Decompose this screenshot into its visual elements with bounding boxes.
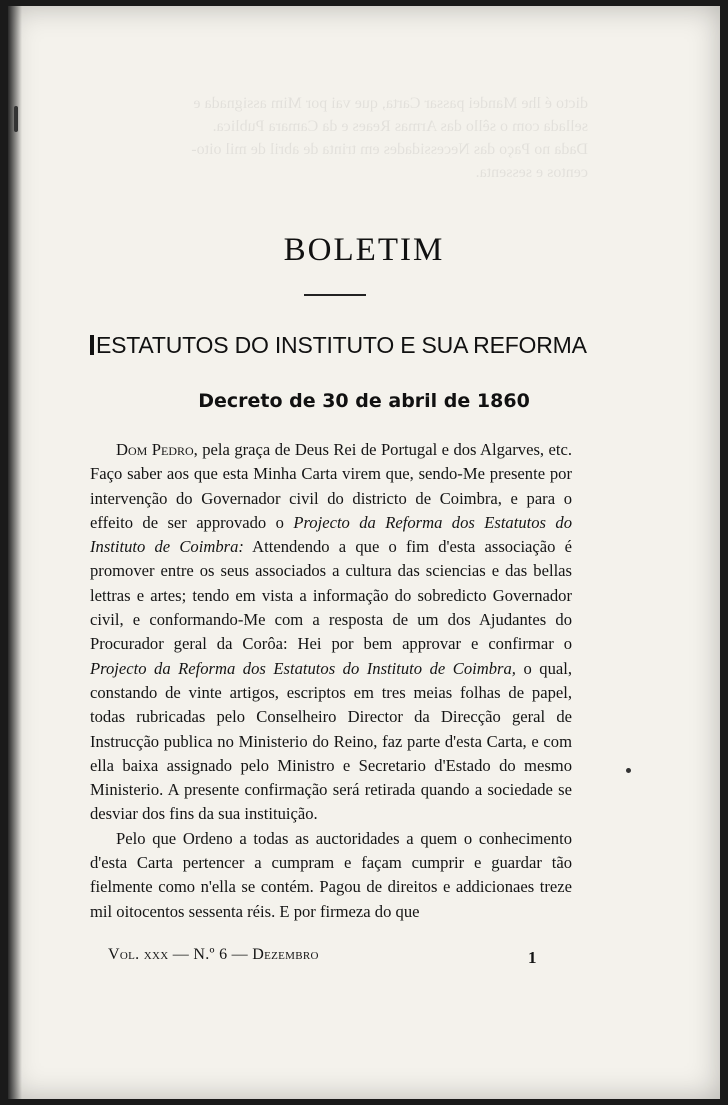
- paragraph-1: [90, 438, 572, 827]
- decree-heading: Decreto de 30 de abril de 1860: [198, 390, 530, 412]
- document-page: [8, 6, 720, 1099]
- section-heading-text: ESTATUTOS DO INSTITUTO E SUA REFORMA: [96, 332, 587, 358]
- paragraph-1-italic-a: Projecto da Reforma dos Estatutos do Instituto de Coimbra:: [90, 512, 572, 557]
- lead-name: Dom Pedro: [116, 440, 194, 459]
- footer-volume: Vol. xxx — N.º 6 — Dezembro: [108, 946, 319, 963]
- scan-mark: [14, 106, 18, 132]
- page-title: BOLETIM: [283, 232, 445, 268]
- page-number: 1: [528, 948, 537, 967]
- paragraph-2: Pelo que Ordeno a todas as auctoridades a quem o conhecimento d'esta Carta pertencer a cumpram e façam cumprir e guardar tão fielmente como n'ella se contém. Pagou de direitos e addicionaes treze mil oitocentos sessenta réis. E por firmeza do que: [90, 828, 572, 921]
- paragraph-1-text-a: , pela graça de Deus Rei de Portugal e dos Algarves, etc. Faço saber aos que esta Minha Carta virem que, sendo-Me presente por intervenção do Governador civil do districto de Coimbra, e para o effeito de ser approvado o: [90, 440, 572, 532]
- paragraph-1-text-c: o qual, constando de vinte artigos, escriptos em tres meias folhas de papel, todas rubricadas pelo Conselheiro Director da Direcção geral de Instrucção publica no Ministerio do Reino, faz parte d'esta Carta, e com ella baixa assignado pelo Ministro e Secretario d'Estado do mesmo Ministerio. A presente confirmação será retirada quando a sociedade se desviar dos fins da sua instituição.: [90, 658, 572, 824]
- section-heading: [90, 332, 587, 359]
- title-rule: [304, 294, 366, 296]
- paragraph-1-italic-b: Projecto da Reforma dos Estatutos do Instituto de Coimbra,: [90, 658, 516, 678]
- body-text: [90, 438, 572, 924]
- section-mark: [90, 335, 94, 355]
- show-through-text: dicto é lhe Mandei passar Carta, que vai por Mim assignada e sellada com o sêllo das Armas Reaes e da Camara Publica. Dada no Paço das Necessidades em trinta de abril de mil oito- centos e sessenta.: [191, 95, 588, 181]
- paragraph-1-text-b: Attendendo a que o fim d'esta associação é promover entre os seus associados a cultura das sciencias e das bellas lettras e artes; tendo em vista a informação do sobredicto Governador civil, e conformando-Me com a resposta de um dos Ajudantes do Procurador geral da Corôa: Hei por bem approvar e confirmar o: [90, 537, 573, 654]
- scan-speck: [626, 768, 631, 773]
- scan-edge-shadow: [8, 6, 22, 1099]
